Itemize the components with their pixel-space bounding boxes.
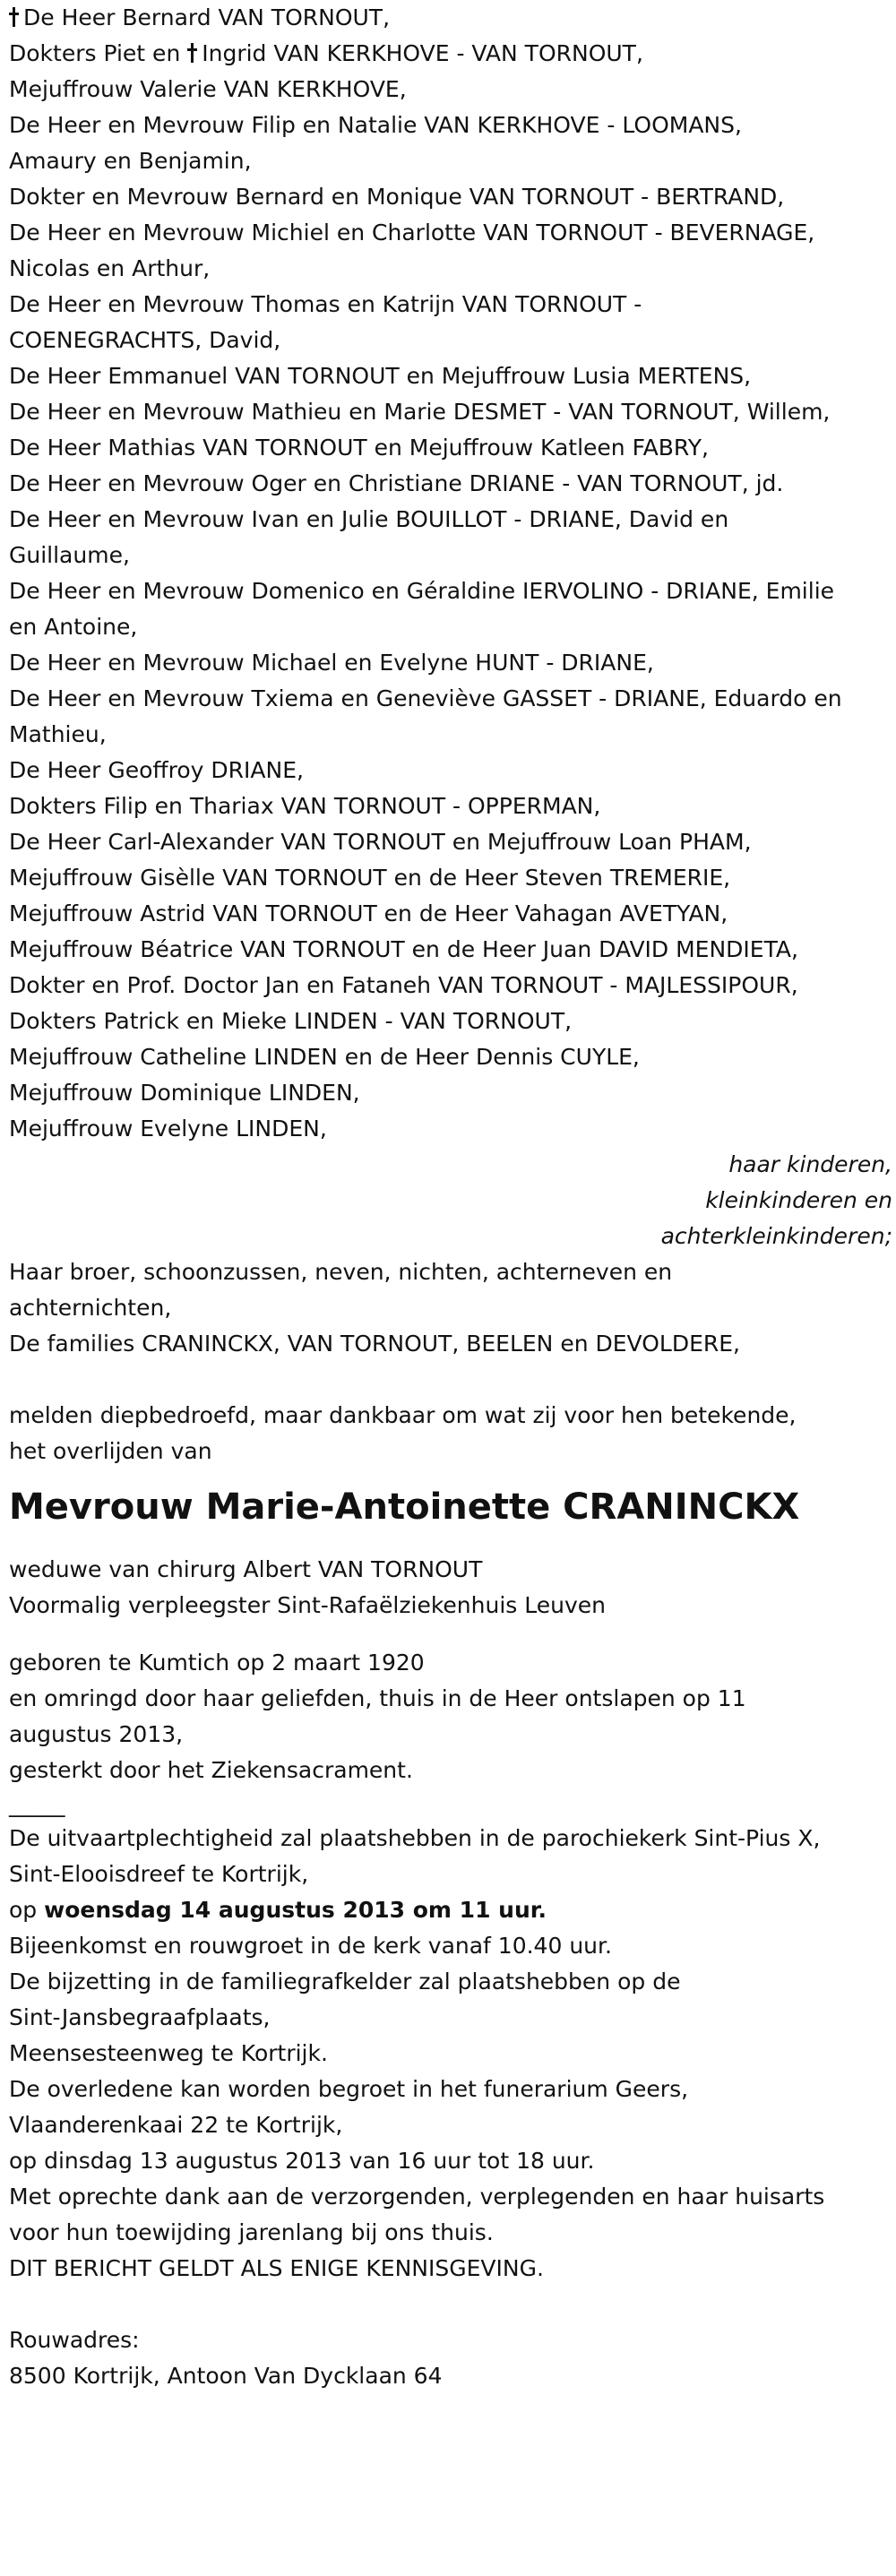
text-line: Meensesteenweg te Kortrijk. (9, 2040, 328, 2066)
address-label: Rouwadres: (9, 2327, 140, 2353)
family-line (9, 788, 896, 824)
family-list (9, 0, 896, 1147)
family-line (9, 179, 896, 215)
text-span: De Heer en Mevrouw Oger en Christiane DRIANE - VAN TORNOUT, jd. (9, 470, 784, 496)
text-span: Mejuffrouw Dominique LINDEN, (9, 1080, 360, 1106)
family-line (9, 645, 896, 681)
family-line (9, 323, 896, 358)
text-span: De Heer en Mevrouw Filip en Natalie VAN KERKHOVE - LOOMANS, (9, 112, 742, 138)
text-span: De Heer en Mevrouw Michiel en Charlotte VAN TORNOUT - BEVERNAGE, (9, 220, 815, 246)
text-span: Dokter en Mevrouw Bernard en Monique VAN TORNOUT - BERTRAND, (9, 184, 785, 210)
text-span: Mejuffrouw Catheline LINDEN en de Heer Dennis CUYLE, (9, 1044, 640, 1070)
funeral-date-line (9, 1892, 896, 1928)
text-span: Mathieu, (9, 721, 107, 747)
family-line (9, 538, 896, 573)
text-line: gesterkt door het Ziekensacrament. (9, 1757, 413, 1783)
family-line (9, 36, 896, 72)
address-value: 8500 Kortrijk, Antoon Van Dycklaan 64 (9, 2363, 443, 2389)
text-line: De bijzetting in de familiegrafkelder zal plaatshebben op de (9, 1969, 681, 1994)
relation-line: haar kinderen, (728, 1151, 892, 1177)
text-span: De Heer Bernard VAN TORNOUT, (23, 4, 391, 30)
life-dates (9, 1645, 896, 1788)
text-span: De Heer Geoffroy DRIANE, (9, 757, 304, 783)
notice-line: DIT BERICHT GELDT ALS ENIGE KENNISGEVING. (9, 2255, 544, 2281)
text-line: De families CRANINCKX, VAN TORNOUT, BEELEN en DEVOLDERE, (9, 1331, 740, 1357)
text-line: Sint-Jansbegraafplaats, (9, 2004, 271, 2030)
relation-line: kleinkinderen en (705, 1187, 892, 1213)
relation-label (9, 1147, 896, 1254)
text-span: De Heer en Mevrouw Thomas en Katrijn VAN TORNOUT - (9, 291, 642, 317)
text-span: Dokters Piet en (9, 40, 181, 66)
mourning-address (9, 2322, 896, 2394)
family-line (9, 753, 896, 788)
text-span: en Antoine, (9, 614, 138, 640)
text-line: geboren te Kumtich op 2 maart 1920 (9, 1650, 425, 1676)
text-span: De Heer Mathias VAN TORNOUT en Mejuffrouw Katleen FABRY, (9, 435, 709, 461)
family-line (9, 215, 896, 251)
text-span: De Heer en Mevrouw Txiema en Geneviève GASSET - DRIANE, Eduardo en (9, 685, 842, 711)
text-span: De Heer en Mevrouw Domenico en Géraldine IERVOLINO - DRIANE, Emilie (9, 578, 835, 604)
cross-icon (9, 7, 18, 27)
funeral-date: woensdag 14 augustus 2013 om 11 uur. (44, 1897, 547, 1923)
text-span: Dokters Filip en Thariax VAN TORNOUT - OPPERMAN, (9, 793, 601, 819)
text-line: voor hun toewijding jarenlang bij ons thuis. (9, 2219, 494, 2245)
text-line: De uitvaartplechtigheid zal plaatshebben in de parochiekerk Sint-Pius X, (9, 1825, 821, 1851)
text-line: Haar broer, schoonzussen, neven, nichten, achterneven en (9, 1259, 673, 1285)
text-span: Mejuffrouw Gisèlle VAN TORNOUT en de Heer Steven TREMERIE, (9, 865, 731, 891)
text-span: De Heer en Mevrouw Ivan en Julie BOUILLOT - DRIANE, David en (9, 506, 729, 532)
text-span: op (9, 1897, 45, 1923)
text-line: De overledene kan worden begroet in het funerarium Geers, (9, 2076, 689, 2102)
text-span: Guillaume, (9, 542, 130, 568)
text-span: Dokters Patrick en Mieke LINDEN - VAN TORNOUT, (9, 1008, 573, 1034)
text-span: Mejuffrouw Astrid VAN TORNOUT en de Heer Vahagan AVETYAN, (9, 900, 728, 926)
cross-icon (187, 43, 196, 63)
text-line: Vlaanderenkaai 22 te Kortrijk, (9, 2112, 343, 2138)
family-line (9, 681, 896, 717)
section-separator: _____ (9, 1791, 65, 1817)
family-line (9, 609, 896, 645)
family-line (9, 430, 896, 466)
text-line: op dinsdag 13 augustus 2013 van 16 uur tot 18 uur. (9, 2148, 595, 2174)
family-line (9, 1039, 896, 1075)
text-span: Amaury en Benjamin, (9, 148, 252, 174)
text-span: De Heer en Mevrouw Mathieu en Marie DESMET - VAN TORNOUT, Willem, (9, 399, 831, 425)
text-line: en omringd door haar geliefden, thuis in de Heer ontslapen op 11 (9, 1685, 746, 1711)
text-line: achternichten, (9, 1295, 172, 1321)
other-relatives (9, 1254, 896, 1362)
family-line (9, 896, 896, 932)
relation-line: achterkleinkinderen; (660, 1223, 892, 1249)
family-line (9, 287, 896, 323)
family-line (9, 1111, 896, 1147)
family-line (9, 394, 896, 430)
text-line: Sint-Elooisdreef te Kortrijk, (9, 1861, 309, 1887)
text-span: Mejuffrouw Béatrice VAN TORNOUT en de Heer Juan DAVID MENDIETA, (9, 936, 798, 962)
text-span: Mejuffrouw Valerie VAN KERKHOVE, (9, 76, 407, 102)
family-line (9, 968, 896, 1004)
family-line (9, 573, 896, 609)
deceased-name: Mevrouw Marie-Antoinette CRANINCKX (9, 1486, 800, 1528)
text-line: het overlijden van (9, 1438, 212, 1464)
text-line: augustus 2013, (9, 1721, 184, 1747)
text-line: Bijeenkomst en rouwgroet in de kerk vanaf 10.40 uur. (9, 1933, 612, 1959)
family-line (9, 0, 896, 36)
family-line (9, 932, 896, 968)
text-span: COENEGRACHTS, David, (9, 327, 281, 353)
family-line (9, 717, 896, 753)
text-span: Mejuffrouw Evelyne LINDEN, (9, 1116, 327, 1142)
family-line (9, 1075, 896, 1111)
family-line (9, 143, 896, 179)
text-span: Dokter en Prof. Doctor Jan en Fataneh VAN TORNOUT - MAJLESSIPOUR, (9, 972, 798, 998)
announcement (9, 1398, 896, 1469)
funeral-details (9, 1821, 896, 2287)
text-line: Voormalig verpleegster Sint-Rafaëlziekenhuis Leuven (9, 1592, 606, 1618)
biography (9, 1552, 896, 1624)
family-line (9, 108, 896, 143)
family-line (9, 1004, 896, 1039)
text-span: Nicolas en Arthur, (9, 255, 211, 281)
family-line (9, 502, 896, 538)
text-span: Ingrid VAN KERKHOVE - VAN TORNOUT, (202, 40, 643, 66)
family-line (9, 251, 896, 287)
text-line: melden diepbedroefd, maar dankbaar om wat zij voor hen betekende, (9, 1402, 797, 1428)
family-line (9, 72, 896, 108)
family-line (9, 358, 896, 394)
obituary-document (9, 0, 896, 2394)
family-line (9, 860, 896, 896)
text-span: De Heer en Mevrouw Michael en Evelyne HUNT - DRIANE, (9, 650, 654, 676)
text-span: De Heer Carl-Alexander VAN TORNOUT en Mejuffrouw Loan PHAM, (9, 829, 752, 855)
text-span: De Heer Emmanuel VAN TORNOUT en Mejuffrouw Lusia MERTENS, (9, 363, 752, 389)
family-line (9, 466, 896, 502)
text-line: Met oprechte dank aan de verzorgenden, verplegenden en haar huisarts (9, 2184, 825, 2210)
text-line: weduwe van chirurg Albert VAN TORNOUT (9, 1556, 483, 1582)
family-line (9, 824, 896, 860)
